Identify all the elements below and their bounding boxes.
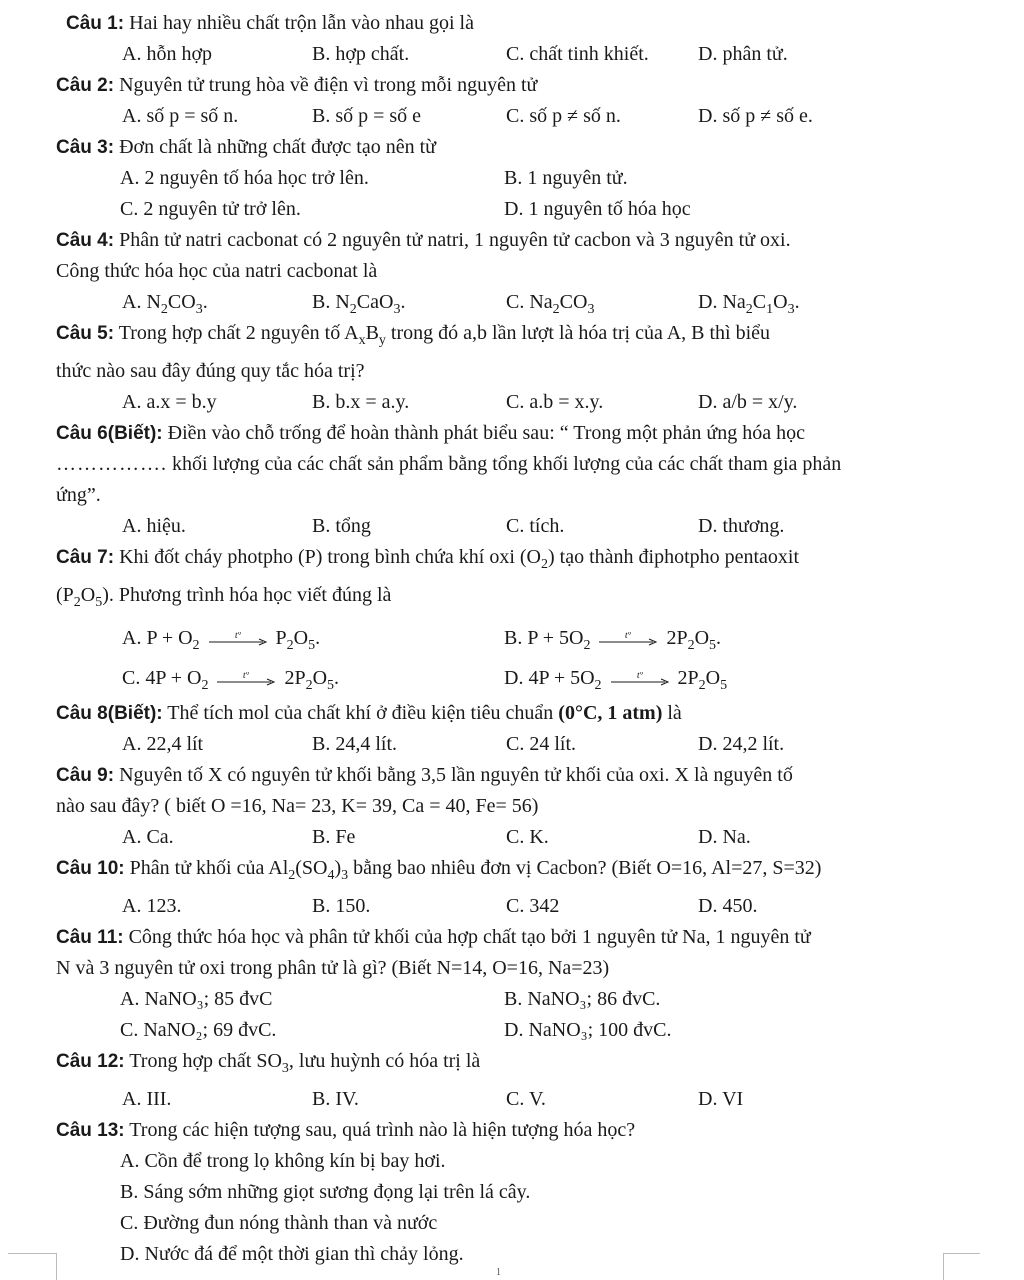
option-a: A. hỗn hợp — [122, 43, 213, 65]
option-a: A. Ca. — [122, 826, 174, 848]
reaction-arrow — [599, 632, 657, 646]
question-text: trong đó a,b lần lượt là hóa trị của A, B thì biểu — [390, 322, 771, 344]
question-number: Câu 12: — [56, 1051, 125, 1072]
question-text-cont: nào sau đây? ( biết O =16, Na= 23, K= 39, Ca = 40, Fe= 56) — [56, 795, 539, 817]
question-10 — [56, 853, 956, 922]
option-d: D. VI — [698, 1088, 744, 1110]
question-number: Câu 13: — [56, 1120, 125, 1141]
question-text-cont: thức nào sau đây đúng quy tắc hóa trị? — [56, 360, 365, 382]
question-text: Nguyên tố X có nguyên tử khối bằng 3,5 lần nguyên tử khối của oxi. X là nguyên tố — [119, 764, 793, 786]
formula-axby: $A_xB_y$ — [344, 322, 386, 348]
question-text: là — [667, 702, 682, 724]
option-b: B. số p = số e — [312, 105, 422, 127]
page-corner-mark-left — [8, 1253, 57, 1280]
question-text-cont: Công thức hóa học của natri cacbonat là — [56, 260, 378, 282]
question-text: Phân tử natri cacbonat có 2 nguyên tử natri, 1 nguyên tử cacbon và 3 nguyên tử oxi. — [119, 229, 791, 251]
exam-page — [56, 8, 956, 1270]
option-b: B. $P + 5O_2$ t° $2P_2O_5$. — [504, 627, 722, 653]
question-text: Nguyên tử trung hòa về điện vì trong mỗi nguyên tử — [119, 74, 538, 96]
option-c: C. V. — [506, 1088, 546, 1110]
option-d: D. số p ≠ số e. — [698, 105, 813, 127]
reaction-arrow — [217, 672, 275, 686]
standard-conditions: (0°C, 1 atm) — [558, 702, 663, 724]
option-a: A. NaNO₃; 85 đvC — [120, 988, 273, 1010]
option-d: D. 1 nguyên tố hóa học — [504, 198, 691, 220]
question-text-cont: ). Phương trình hóa học viết đúng là — [102, 584, 392, 606]
question-text: Trong hợp chất 2 nguyên tố — [118, 322, 341, 344]
question-6 — [56, 418, 956, 542]
option-d: D. $Na_2C_1O_3$. — [698, 291, 800, 317]
question-13 — [56, 1115, 956, 1270]
page-number: 1 — [496, 1267, 501, 1278]
option-d: D. a/b = x/y. — [698, 391, 798, 413]
option-a: A. Cồn để trong lọ không kín bị bay hơi. — [120, 1150, 446, 1172]
question-text-cont: N và 3 nguyên tử oxi trong phân tử là gì? (Biết N=14, O=16, Na=23) — [56, 957, 610, 979]
option-a: A. 123. — [122, 895, 182, 917]
option-d: D. NaNO₃; 100 đvC. — [504, 1019, 672, 1041]
question-12: Câu 12: Trong hợp chất $SO_3$, lưu huỳnh có hóa trị là A. III. B. IV. C. V. D. VI — [56, 1046, 956, 1115]
option-b: B. IV. — [312, 1088, 359, 1110]
option-b: B. b.x = a.y. — [312, 391, 410, 413]
page-corner-mark-right — [943, 1253, 980, 1280]
option-d: D. thương. — [698, 515, 785, 537]
question-text: Trong các hiện tượng sau, quá trình nào là hiện tượng hóa học? — [129, 1119, 636, 1141]
question-text: Điền vào chỗ trống để hoàn thành phát biểu sau: “ Trong một phản ứng hóa học — [167, 422, 806, 444]
arrow-label: t° — [234, 632, 241, 641]
question-number: Câu 10: — [56, 858, 125, 879]
option-b: B. 24,4 lít. — [312, 733, 398, 755]
question-text: Hai hay nhiều chất trộn lẫn vào nhau gọi là — [129, 12, 474, 34]
option-c: C. $Na_2CO_3$ — [506, 291, 595, 317]
option-c: C. $4P + O_2$ t° $2P_2O_5$. — [122, 667, 340, 693]
question-number: Câu 6(Biết): — [56, 423, 163, 444]
question-9 — [56, 760, 956, 853]
question-8 — [56, 698, 956, 760]
option-c: C. NaNO₂; 69 đvC. — [120, 1019, 277, 1041]
question-text-end: ứng”. — [56, 484, 101, 506]
arrow-label: t° — [636, 672, 643, 681]
option-c: C. Đường đun nóng thành than và nước — [120, 1212, 438, 1234]
question-number: Câu 1: — [66, 13, 125, 34]
option-c: C. chất tinh khiết. — [506, 43, 649, 65]
formula-p2o5: ($P_2O_5$ — [56, 584, 103, 610]
reaction-arrow — [611, 672, 669, 686]
question-text: , lưu huỳnh có hóa trị là — [288, 1050, 481, 1072]
option-a: A. 22,4 lít — [122, 733, 204, 755]
question-1 — [56, 8, 956, 70]
question-3 — [56, 132, 956, 225]
question-number: Câu 5: — [56, 323, 115, 344]
option-c: C. 2 nguyên tử trở lên. — [120, 198, 301, 220]
question-number: Câu 2: — [56, 75, 115, 96]
question-text: Đơn chất là những chất được tạo nên từ — [119, 136, 436, 158]
reaction-arrow — [209, 632, 267, 646]
option-c: C. số p ≠ số n. — [506, 105, 621, 127]
question-number: Câu 9: — [56, 765, 115, 786]
option-b: B. $N_2CaO_3$. — [312, 291, 406, 317]
option-c: C. 342 — [506, 895, 560, 917]
fill-blank: ……………. — [56, 453, 167, 475]
option-d: D. 450. — [698, 895, 758, 917]
question-11 — [56, 922, 956, 1046]
option-a: A. hiệu. — [122, 515, 186, 537]
option-a: A. số p = số n. — [122, 105, 239, 127]
option-b: B. Sáng sớm những giọt sương đọng lại trên lá cây. — [120, 1181, 531, 1203]
question-number: Câu 4: — [56, 230, 115, 251]
option-a: A. $P + O_2$ t° $P_2O_5$. — [122, 627, 321, 653]
question-text-cont: khối lượng của các chất sản phẩm bằng tổng khối lượng của các chất tham gia phản — [172, 453, 842, 475]
option-c: C. tích. — [506, 515, 565, 537]
option-c: C. 24 lít. — [506, 733, 577, 755]
option-b: B. Fe — [312, 826, 356, 848]
question-7: Câu 7: Khi đốt cháy photpho (P) trong bình chứa khí oxi $(O_2)$ tạo thành điphotpho pentaoxit $(P_2O_5)$. Phương trình hóa học viết đúng là A. $P + O_2$ t° $P_2O_5$. B. $P + 5O_2$ t° $2P_2O_5$. C. $4P + O_2$ t° $2P_2O_5$. D. $4P + 5O_2$ t° $2P_2O_5$ — [56, 542, 956, 698]
arrow-label: t° — [625, 632, 632, 641]
option-d: D. Na. — [698, 826, 751, 848]
question-number: Câu 3: — [56, 137, 115, 158]
question-text: Phân tử khối của — [129, 857, 265, 879]
question-4 — [56, 225, 956, 318]
question-2 — [56, 70, 956, 132]
option-a: A. $N_2CO_3$. — [122, 291, 208, 317]
question-text: Khi đốt cháy photpho (P) trong bình chứa khí oxi (O — [119, 546, 541, 568]
option-b: B. hợp chất. — [312, 43, 410, 65]
question-number: Câu 11: — [56, 927, 124, 948]
option-b: B. 1 nguyên tử. — [504, 167, 628, 189]
question-text: Công thức hóa học và phân tử khối của hợp chất tạo bởi 1 nguyên tử Na, 1 nguyên tử — [128, 926, 811, 948]
option-d: D. 24,2 lít. — [698, 733, 785, 755]
option-a: A. 2 nguyên tố hóa học trở lên. — [120, 167, 369, 189]
option-a: A. III. — [122, 1088, 172, 1110]
option-b: B. tổng — [312, 515, 371, 537]
formula-al2so43: $Al_2(SO_4)_3$ — [268, 857, 349, 883]
option-d: D. phân tử. — [698, 43, 788, 65]
option-c: C. K. — [506, 826, 549, 848]
option-b: B. 150. — [312, 895, 371, 917]
option-b: B. NaNO₃; 86 đvC. — [504, 988, 661, 1010]
option-a: A. a.x = b.y — [122, 391, 217, 413]
question-text: ) tạo thành điphotpho pentaoxit — [547, 546, 800, 568]
option-c: C. a.b = x.y. — [506, 391, 604, 413]
question-text: Trong hợp chất SO — [129, 1050, 282, 1072]
question-number: Câu 8(Biết): — [56, 703, 163, 724]
question-text: Thể tích mol của chất khí ở điều kiện tiêu chuẩn — [167, 702, 554, 724]
option-d: D. $4P + 5O_2$ t° $2P_2O_5$ — [504, 667, 728, 693]
arrow-label: t° — [243, 672, 250, 681]
question-text: bằng bao nhiêu đơn vị Cacbon? (Biết O=16, Al=27, S=32) — [353, 857, 822, 879]
question-5 — [56, 318, 956, 418]
question-number: Câu 7: — [56, 547, 115, 568]
option-d: D. Nước đá để một thời gian thì chảy lỏng. — [120, 1243, 464, 1265]
